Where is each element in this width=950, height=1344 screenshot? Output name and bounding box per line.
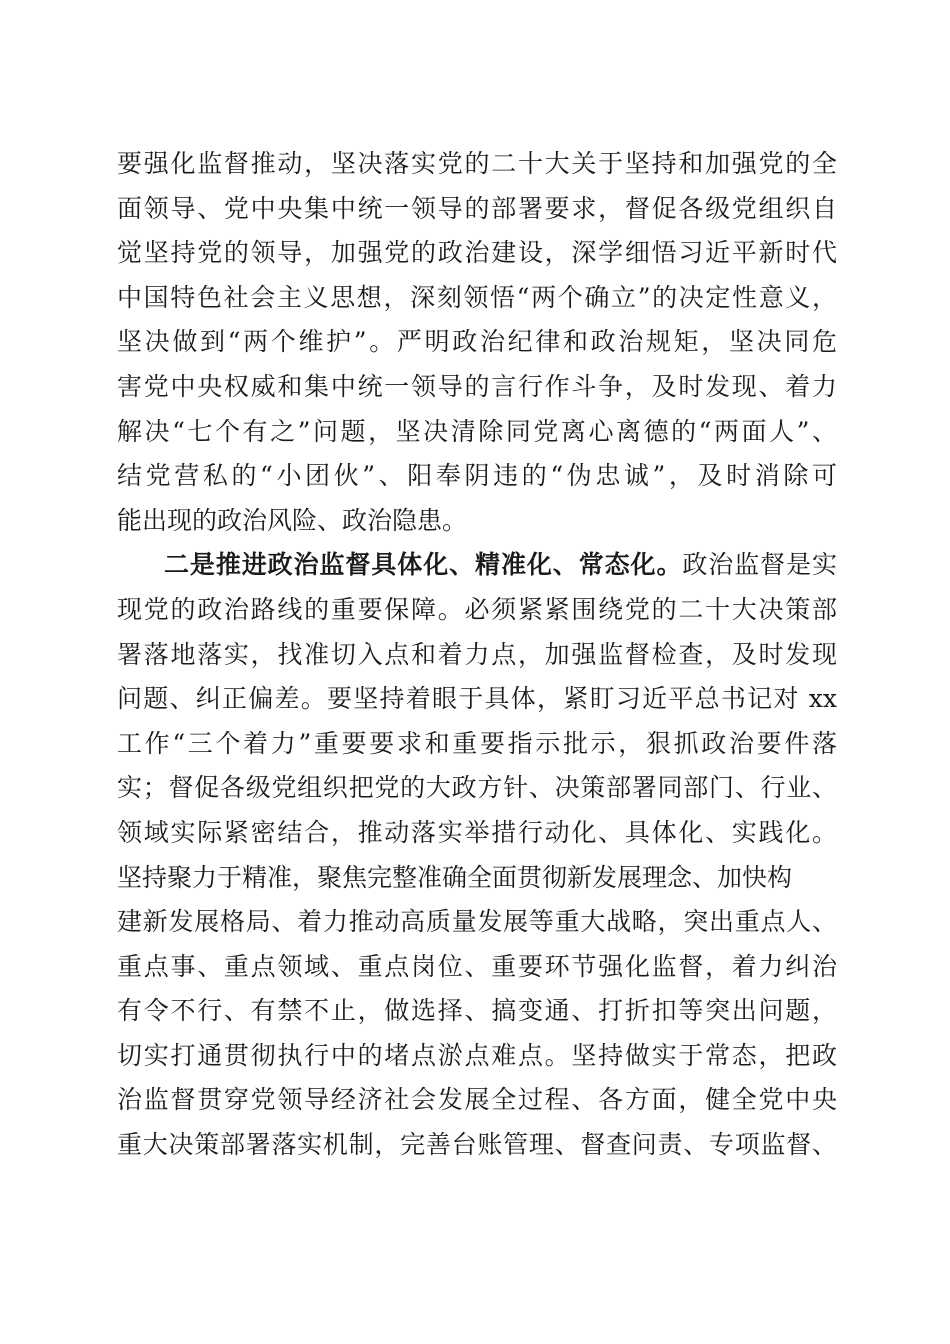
text-line: 署落地落实，找准切入点和着力点，加强监督检查，及时发现 — [117, 639, 837, 669]
text-line: 治监督贯穿党领导经济社会发展全过程、各方面，健全党中央 — [117, 1085, 837, 1115]
text-line: 面领导、党中央集中统一领导的部署要求，督促各级党组织自 — [117, 193, 837, 223]
paragraph-1 — [117, 142, 837, 543]
text-line: 工作“三个着力”重要要求和重要指示批示，狠抓政治要件落 — [117, 728, 837, 758]
text-line: 坚持聚力于精准，聚焦完整准确全面贯彻新发展理念、加快构 — [117, 862, 793, 892]
text-line: 害党中央权威和集中统一领导的言行作斗争，及时发现、着力 — [117, 371, 837, 401]
text-line: 建新发展格局、着力推动高质量发展等重大战略，突出重点人、 — [117, 907, 837, 937]
text-line: 重大决策部署落实机制，完善台账管理、督查问责、专项监督、 — [117, 1130, 837, 1160]
text-line: 中国特色社会主义思想，深刻领悟“两个确立”的决定性意义， — [117, 282, 837, 312]
text-line: 坚决做到“两个维护”。严明政治纪律和政治规矩，坚决同危 — [117, 327, 837, 357]
text-line: 觉坚持党的领导，加强党的政治建设，深学细悟习近平新时代 — [117, 238, 837, 268]
body-text — [117, 142, 837, 1168]
text-line: 问题、纠正偏差。要坚持着眼于具体，紧盯习近平总书记对 xx — [117, 684, 837, 714]
text-line: 实；督促各级党组织把党的大政方针、决策部署同部门、行业、 — [117, 773, 837, 803]
text-line: 结党营私的“小团伙”、阳奉阴违的“伪忠诚”，及时消除可 — [117, 461, 837, 491]
text-line: 切实打通贯彻执行中的堵点淤点难点。坚持做实于常态，把政 — [117, 1040, 837, 1070]
text-line: 领域实际紧密结合，推动落实举措行动化、具体化、实践化。 — [117, 817, 837, 847]
paragraph-2 — [117, 543, 837, 1167]
text-line: 有令不行、有禁不止，做选择、搞变通、打折扣等突出问题， — [117, 996, 837, 1026]
paragraph-2-first-line — [117, 543, 837, 588]
text-line: 要强化监督推动，坚决落实党的二十大关于坚持和加强党的全 — [117, 149, 837, 178]
text-segment: 政治监督是实 — [682, 550, 837, 580]
text-line: 重点事、重点领域、重点岗位、重要环节强化监督，着力纠治 — [117, 951, 837, 981]
text-line: 能出现的政治风险、政治隐患。 — [117, 505, 468, 535]
text-line: 现党的政治路线的重要保障。必须紧紧围绕党的二十大决策部 — [117, 594, 837, 624]
text-line: 解决“七个有之”问题，坚决清除同党离心离德的“两面人”、 — [117, 416, 837, 446]
section-heading: 二是推进政治监督具体化、精准化、常态化。 — [164, 550, 683, 580]
